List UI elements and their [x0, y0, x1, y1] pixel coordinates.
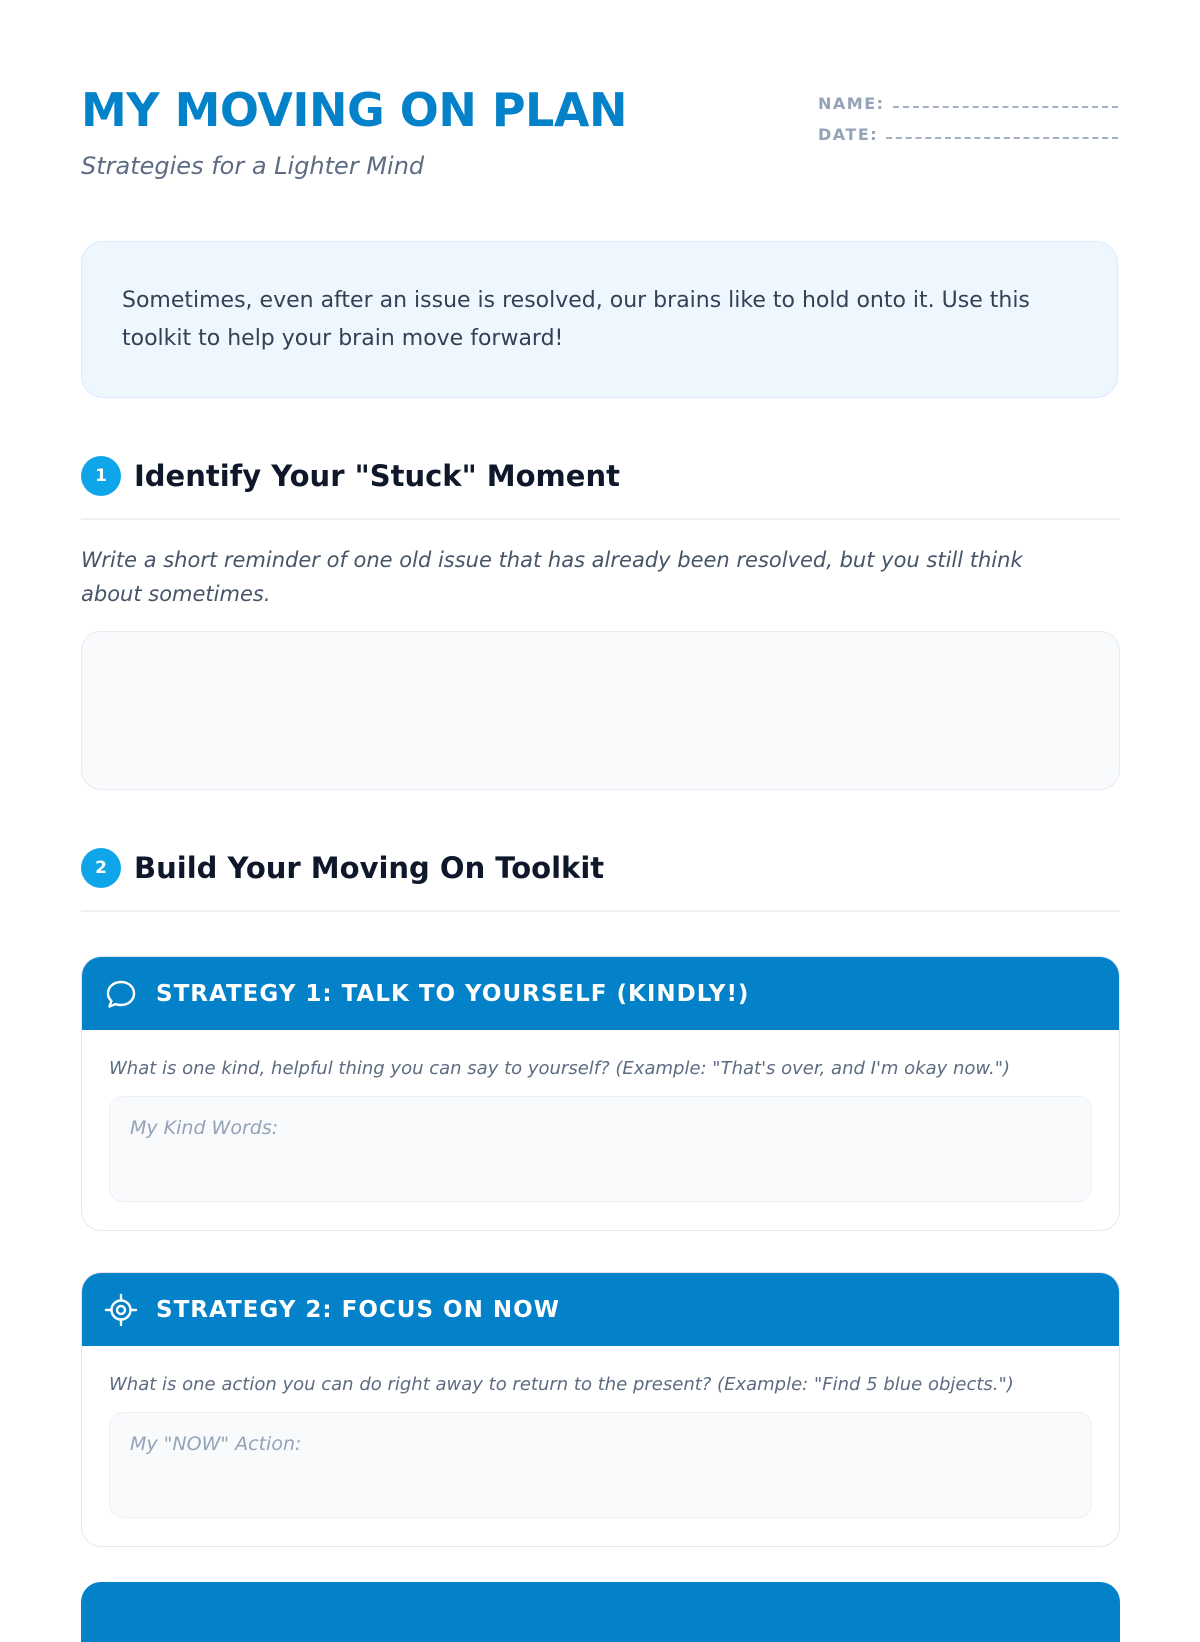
strategy-card-body	[82, 1030, 1119, 1230]
name-label: NAME:	[818, 94, 885, 113]
strategy-card-header	[82, 957, 1119, 1030]
strategy-card	[81, 956, 1120, 1231]
strategy-prompt: What is one action you can do right away to return to the present? (Example: "Find 5 blue objects.")	[109, 1374, 1014, 1395]
kind-words-answer-box[interactable]	[109, 1096, 1092, 1202]
strategy-title: STRATEGY 2: FOCUS ON NOW	[156, 1296, 560, 1323]
intro-box	[81, 241, 1118, 398]
target-icon	[104, 1293, 138, 1327]
strategy-prompt: What is one kind, helpful thing you can say to yourself? (Example: "That's over, and I'm okay now.")	[109, 1058, 1011, 1079]
name-date-fields	[818, 82, 1118, 144]
strategy-card-header	[82, 1273, 1119, 1346]
section-2-title: Build Your Moving On Toolkit	[134, 851, 605, 885]
section-1-title: Identify Your "Stuck" Moment	[134, 459, 620, 493]
speech-bubble-icon	[104, 977, 138, 1011]
strategy-card-header-partial	[81, 1582, 1120, 1642]
page-title: MY MOVING ON PLAN	[81, 83, 627, 137]
step-number-badge: 1	[81, 456, 121, 496]
intro-text: Sometimes, even after an issue is resolved, our brains like to hold onto it. Use this toolkit to help your brain move forward!	[122, 288, 1030, 351]
strategy-card	[81, 1272, 1120, 1547]
section-2-heading	[81, 848, 1120, 912]
section-1-heading	[81, 456, 1120, 520]
strategy-card-body	[82, 1346, 1119, 1546]
name-line[interactable]	[893, 106, 1118, 108]
page-subtitle: Strategies for a Lighter Mind	[81, 152, 425, 180]
stuck-moment-answer-box[interactable]	[81, 631, 1120, 790]
section-1-instruction: Write a short reminder of one old issue that has already been resolved, but you still think about sometimes.	[81, 548, 1023, 606]
date-label: DATE:	[818, 125, 879, 144]
now-action-answer-box[interactable]	[109, 1412, 1092, 1518]
step-number-badge: 2	[81, 848, 121, 888]
date-field[interactable]	[818, 113, 1118, 144]
date-line[interactable]	[886, 137, 1118, 139]
header	[81, 82, 1120, 192]
name-field[interactable]	[818, 82, 1118, 113]
answer-label: My Kind Words:	[130, 1117, 279, 1139]
strategy-title: STRATEGY 1: TALK TO YOURSELF (KINDLY!)	[156, 980, 750, 1007]
answer-label: My "NOW" Action:	[130, 1433, 302, 1455]
